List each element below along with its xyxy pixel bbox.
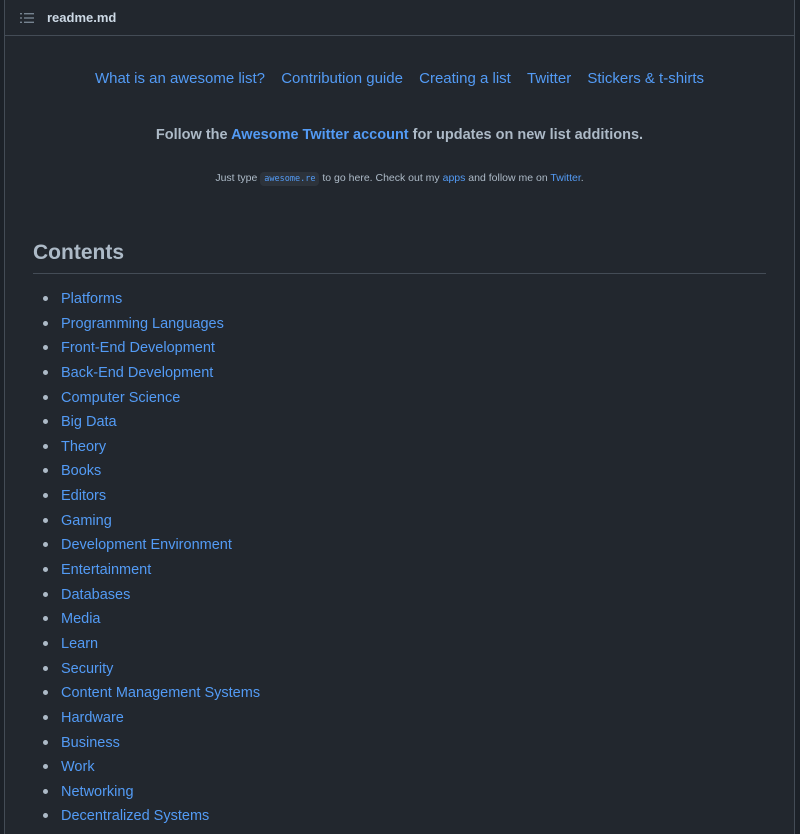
type-prefix: Just type <box>215 172 261 184</box>
contents-link-networking[interactable]: Networking <box>61 783 134 800</box>
list-item <box>33 585 766 610</box>
readme-content <box>5 69 794 831</box>
type-middle-1: to go here. Check out my <box>319 172 443 184</box>
bullet <box>43 444 48 449</box>
file-header <box>5 0 794 36</box>
list-item <box>33 511 766 536</box>
contents-link-hardware[interactable]: Hardware <box>61 709 124 726</box>
list-item <box>33 289 766 314</box>
list-item <box>33 806 766 831</box>
contents-link-databases[interactable]: Databases <box>61 586 131 603</box>
list-item <box>33 733 766 758</box>
contents-heading: Contents <box>33 240 766 274</box>
bullet <box>43 764 48 769</box>
bullet <box>43 666 48 671</box>
type-line <box>33 170 766 186</box>
nav-link-creating-list[interactable]: Creating a list <box>419 70 511 87</box>
contents-link-back-end-development[interactable]: Back-End Development <box>61 364 214 381</box>
contents-link-media[interactable]: Media <box>61 611 101 628</box>
bullet <box>43 616 48 621</box>
contents-link-books[interactable]: Books <box>61 463 102 480</box>
nav-link-stickers[interactable]: Stickers & t-shirts <box>587 70 705 87</box>
bullet <box>43 419 48 424</box>
list-item <box>33 560 766 585</box>
bullet <box>43 690 48 695</box>
list-item <box>33 782 766 807</box>
bullet <box>43 468 48 473</box>
contents-link-decentralized-systems[interactable]: Decentralized Systems <box>61 808 210 825</box>
bullet <box>43 592 48 597</box>
nav-links <box>33 69 766 89</box>
awesome-re-code: awesome.re <box>260 172 319 186</box>
bullet <box>43 789 48 794</box>
bullet <box>43 740 48 745</box>
list-item <box>33 708 766 733</box>
contents-link-entertainment[interactable]: Entertainment <box>61 562 152 579</box>
follow-suffix: for updates on new list additions. <box>408 127 644 143</box>
list-item <box>33 535 766 560</box>
contents-list <box>33 289 766 831</box>
follow-prefix: Follow the <box>155 127 232 143</box>
bullet <box>43 370 48 375</box>
contents-link-gaming[interactable]: Gaming <box>61 512 112 529</box>
file-name: readme.md <box>47 10 117 25</box>
bullet <box>43 345 48 350</box>
list-item <box>33 461 766 486</box>
bullet <box>43 493 48 498</box>
bullet <box>43 813 48 818</box>
bullet <box>43 715 48 720</box>
bullet <box>43 395 48 400</box>
list-item <box>33 634 766 659</box>
contents-link-content-management-systems[interactable]: Content Management Systems <box>61 685 261 702</box>
contents-link-front-end-development[interactable]: Front-End Development <box>61 340 215 357</box>
contents-link-business[interactable]: Business <box>61 734 120 751</box>
contents-link-development-environment[interactable]: Development Environment <box>61 537 232 554</box>
contents-link-programming-languages[interactable]: Programming Languages <box>61 315 224 332</box>
contents-link-work[interactable]: Work <box>61 759 95 776</box>
list-item <box>33 757 766 782</box>
list-item <box>33 486 766 511</box>
contents-link-learn[interactable]: Learn <box>61 635 99 652</box>
bullet <box>43 567 48 572</box>
list-item <box>33 437 766 462</box>
nav-link-contribution-guide[interactable]: Contribution guide <box>281 70 403 87</box>
list-item <box>33 659 766 684</box>
follow-line <box>33 125 766 145</box>
contents-link-theory[interactable]: Theory <box>61 438 107 455</box>
list-item <box>33 338 766 363</box>
contents-link-computer-science[interactable]: Computer Science <box>61 389 181 406</box>
contents-link-editors[interactable]: Editors <box>61 488 107 505</box>
bullet <box>43 641 48 646</box>
nav-link-awesome-list[interactable]: What is an awesome list? <box>94 70 266 87</box>
contents-link-big-data[interactable]: Big Data <box>61 414 117 431</box>
list-item <box>33 683 766 708</box>
apps-link[interactable]: apps <box>442 172 466 184</box>
type-middle-2: and follow me on <box>465 172 551 184</box>
contents-link-security[interactable]: Security <box>61 660 114 677</box>
list-item <box>33 314 766 339</box>
bullet <box>43 542 48 547</box>
twitter-link[interactable]: Twitter <box>550 172 581 184</box>
list-item <box>33 412 766 437</box>
readme-panel <box>4 0 795 834</box>
list-item <box>33 609 766 634</box>
list-item <box>33 388 766 413</box>
bullet <box>43 518 48 523</box>
list-unordered-icon[interactable] <box>19 10 35 26</box>
list-item <box>33 363 766 388</box>
bullet <box>43 296 48 301</box>
contents-link-platforms[interactable]: Platforms <box>61 291 123 307</box>
twitter-account-link[interactable]: Awesome Twitter account <box>231 127 409 143</box>
bullet <box>43 321 48 326</box>
type-suffix: . <box>580 172 584 184</box>
nav-link-twitter[interactable]: Twitter <box>527 70 572 87</box>
